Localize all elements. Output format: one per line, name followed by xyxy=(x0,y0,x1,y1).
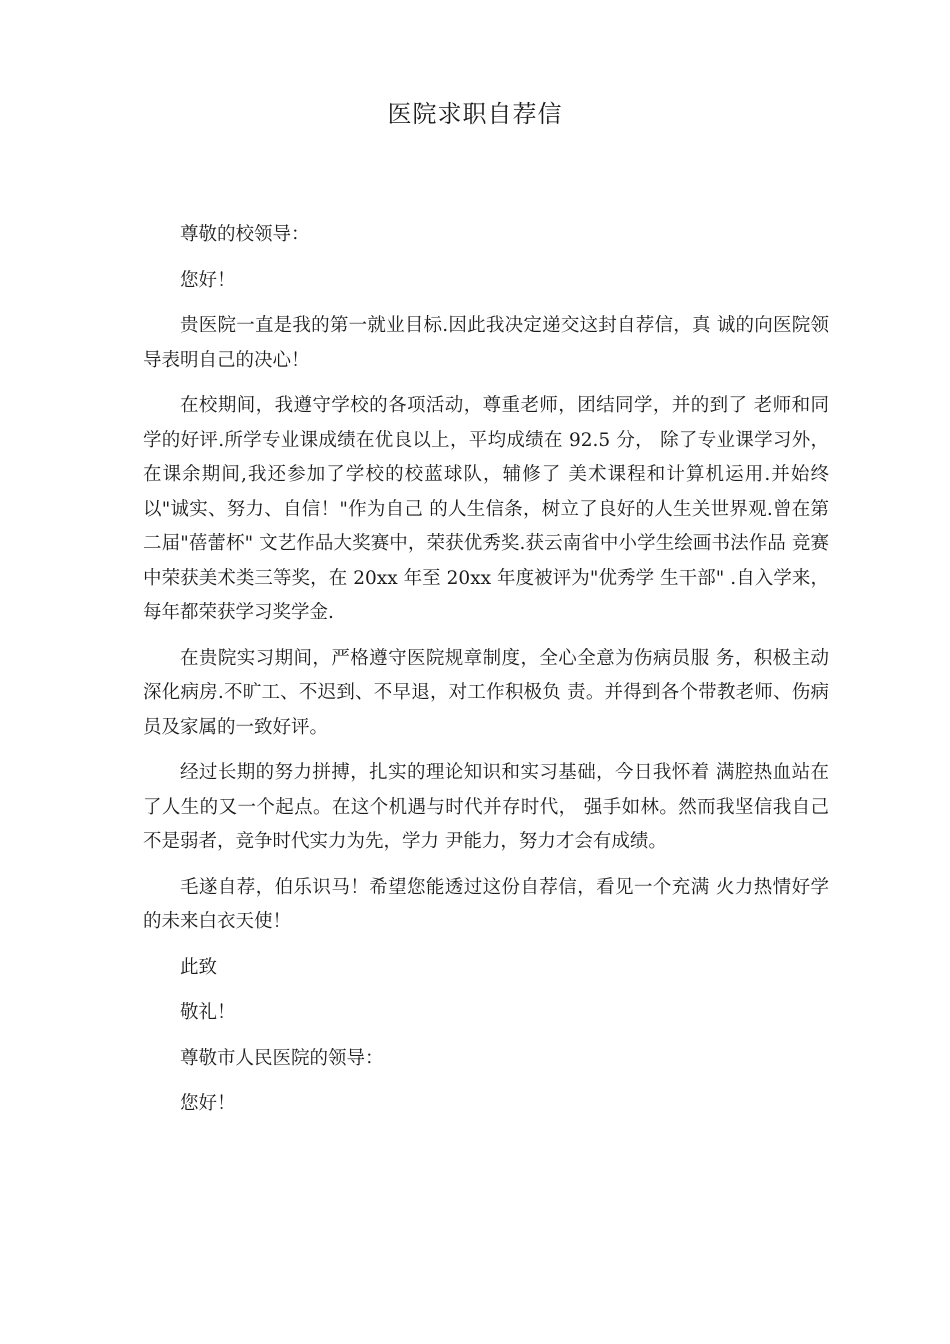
paragraph-resolve: 经过长期的努力拼搏，扎实的理论知识和实习基础，今日我怀着 满腔热血站在了人生的又一个起点。在这个机遇与时代并存时代， 强手如林。然而我坚信我自己不是弱者，竞争时代实力为先，学力 尹能力，努力才会有成绩。 xyxy=(143,762,829,852)
document-title: 医院求职自荐信 xyxy=(387,100,563,128)
greeting: 您好！ xyxy=(180,269,236,291)
paragraph-intent: 贵医院一直是我的第一就业目标.因此我决定递交这封自荐信，真 诚的向医院领导表明自己的决心！ xyxy=(143,315,829,371)
second-salutation: 尊敬市人民医院的领导： xyxy=(180,1047,384,1069)
paragraph-closing-hope: 毛遂自荐，伯乐识马！希望您能透过这份自荐信，看见一个充满 火力热情好学的未来白衣天使！ xyxy=(143,876,829,932)
letter-body xyxy=(143,218,829,1133)
closing-regards: 敬礼！ xyxy=(180,1002,236,1023)
second-greeting: 您好！ xyxy=(180,1093,236,1114)
salutation: 尊敬的校领导： xyxy=(180,224,310,245)
paragraph-internship: 在贵院实习期间，严格遵守医院规章制度，全心全意为伤病员服 务，积极主动深化病房.不旷工、不迟到、不早退，对工作积极负 责。并得到各个带教老师、伤病员及家属的一致好评。 xyxy=(143,647,829,738)
closing-phrase: 此致 xyxy=(180,956,218,978)
paragraph-school: 在校期间，我遵守学校的各项活动，尊重老师，团结同学，并的到了 老师和同学的好评.所学专业课成绩在优良以上，平均成绩在 92.5 分， 除了专业课学习外，在课余期间,我还参加了学校的校蓝球队，辅修了 美术课程和计算机运用.并始终以"诚实、努力、自信！"作为自己 的人生信条，树立了良好的人生关世界观.曾在第二届"蓓蕾杯" 文艺作品大奖赛中，荣获优秀奖.获云南省中小学生绘画书法作品 竞赛中荣获美术类三等奖，在 20xx 年至 20xx 年度被评为"优秀学 生干部" .自入学来，每年都荣获学习奖学金. xyxy=(143,395,829,623)
